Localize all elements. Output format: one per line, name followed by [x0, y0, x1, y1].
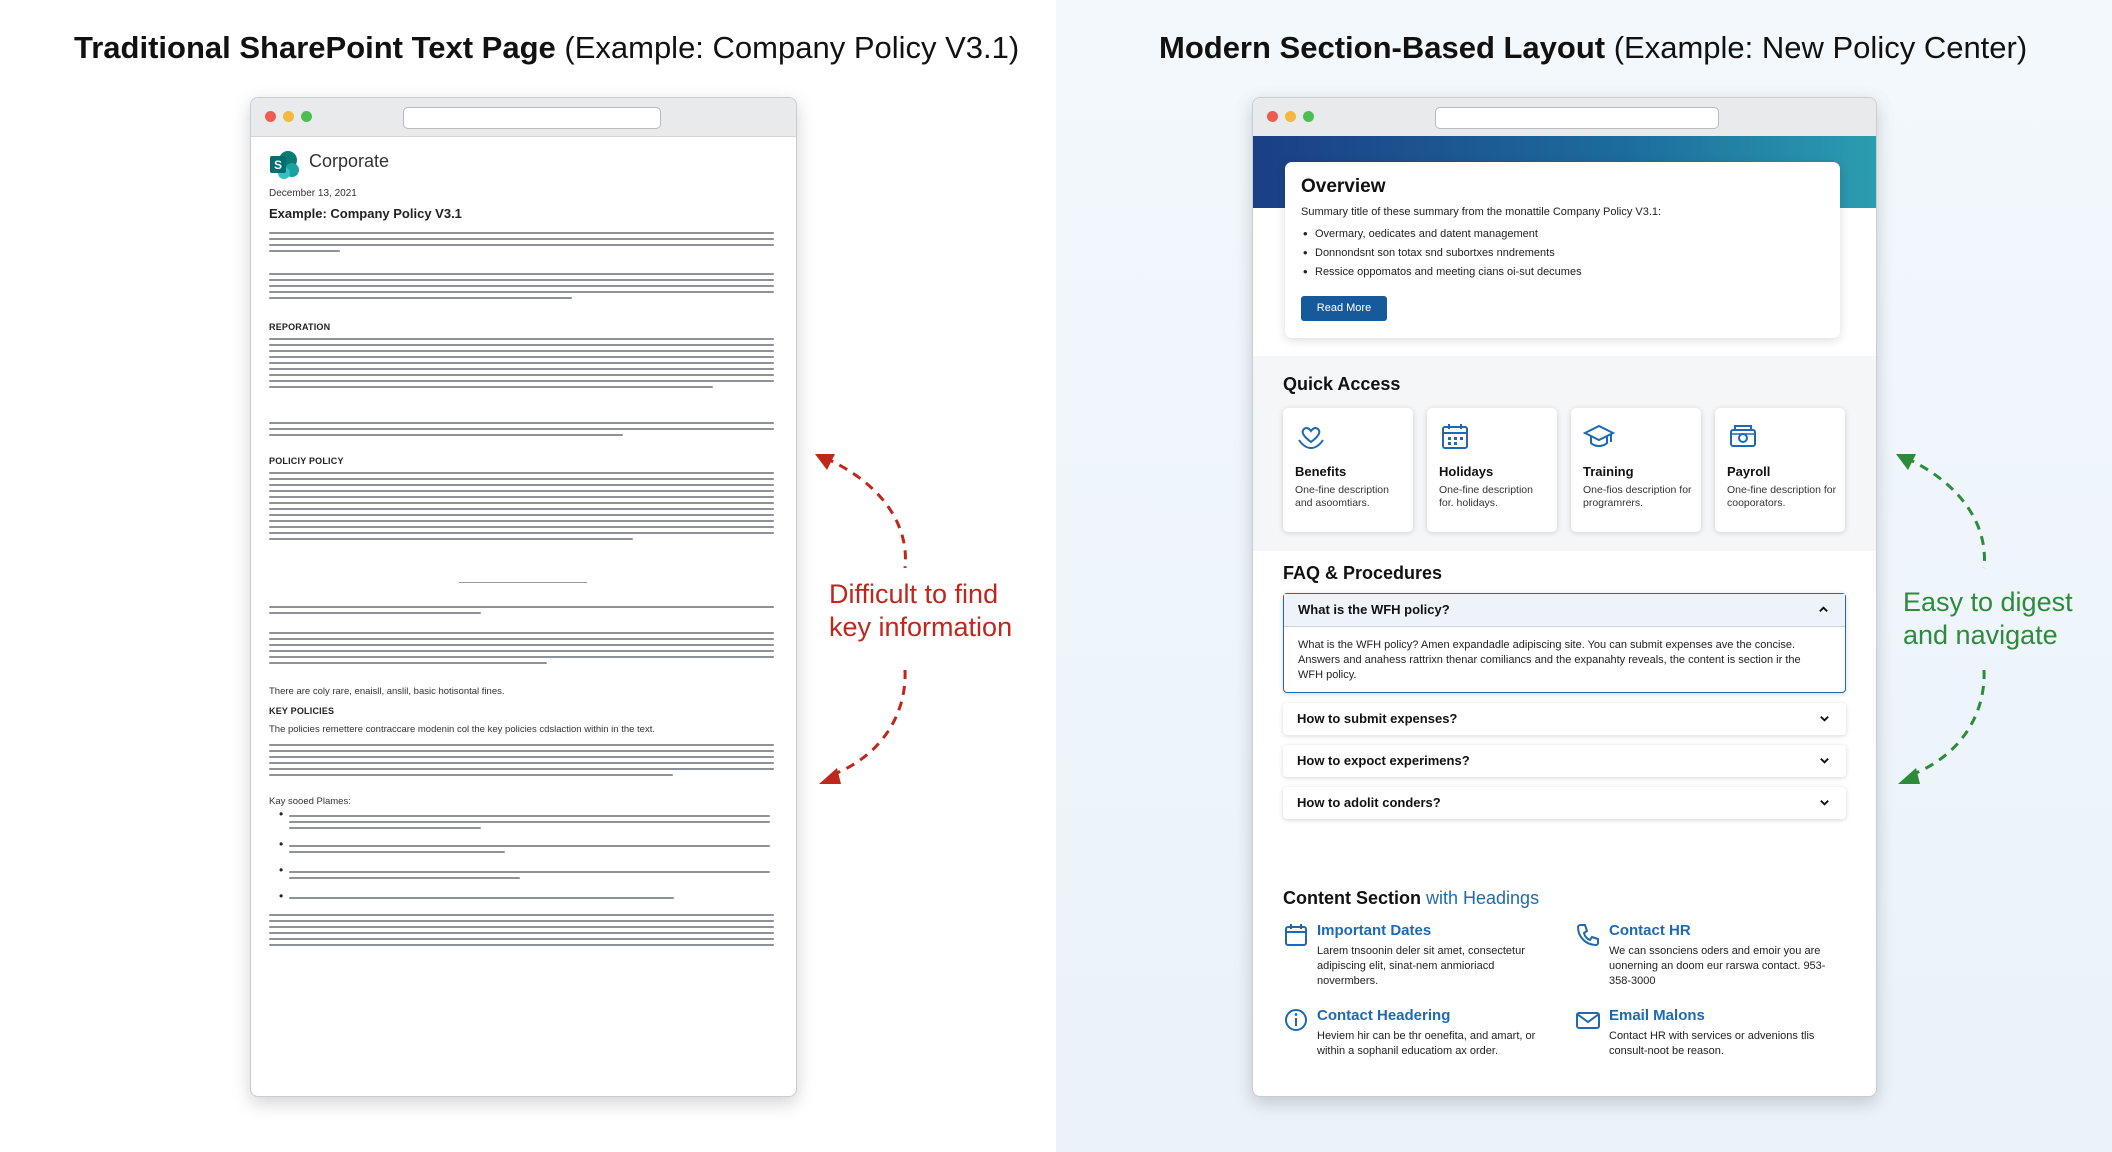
left-title-subtitle: (Example: Company Policy V3.1) [555, 30, 1020, 65]
paragraph-block [269, 232, 774, 256]
document-line: There are coly rare, enaisll, anslil, basic hotisontal fines. [269, 686, 505, 697]
document-title: Example: Company Policy V3.1 [269, 206, 462, 221]
maximize-dot-icon[interactable] [1303, 111, 1314, 122]
list-item [279, 894, 774, 912]
annotation-line: Easy to digest and navigate [1903, 587, 2073, 650]
sharepoint-logo-icon [269, 150, 301, 180]
tile-title: Training [1583, 464, 1634, 479]
chevron-down-icon[interactable] [1819, 713, 1830, 724]
overview-title: Overview [1301, 176, 1386, 197]
address-bar[interactable] [403, 107, 661, 129]
close-dot-icon[interactable] [1267, 111, 1278, 122]
list-item: • Ressice oppomatos and meeting cians oi-sut decumes [1301, 266, 1582, 285]
content-item-title[interactable]: Email Malons [1609, 1007, 1705, 1024]
content-item-text: Heviem hir can be thr oenefita, and amart, or within a sophanil educatiom ax order. [1317, 1030, 1536, 1057]
document-line: Kay sooed Plames: [269, 796, 351, 807]
content-section [1253, 858, 1876, 1094]
document-line: The policies remettere contraccare modenin col the key policies cdslaction within in the text. [269, 724, 655, 735]
calendar-icon [1439, 420, 1471, 452]
document-date: December 13, 2021 [269, 188, 357, 199]
content-heading [1283, 888, 1539, 909]
paragraph-block [269, 422, 774, 440]
modern-browser-window [1252, 97, 1877, 1097]
close-dot-icon[interactable] [265, 111, 276, 122]
ease-annotation [1903, 586, 2073, 652]
faq-item[interactable] [1283, 745, 1846, 777]
paragraph-block [269, 273, 774, 303]
tile-benefits[interactable] [1283, 408, 1413, 532]
content-item-title[interactable]: Contact Headering [1317, 1007, 1451, 1024]
content-heading-bold: Content Section [1283, 888, 1421, 908]
content-item-email [1575, 1007, 1845, 1067]
faq-question[interactable]: How to adolit conders? [1297, 795, 1441, 810]
graduation-cap-icon [1583, 420, 1615, 452]
faq-question[interactable]: How to expoct experimens? [1297, 753, 1470, 768]
policy-document [269, 146, 778, 1096]
content-item-text: Contact HR with services or advenions tlis consult-noot be reason. [1609, 1030, 1815, 1057]
content-item-text: We can ssonciens oders and emoir you are uonerning an doom eur rarswa contact. 953-358-3000 [1609, 945, 1826, 987]
paragraph-block [269, 606, 774, 618]
quick-access-heading: Quick Access [1283, 374, 1401, 394]
maximize-dot-icon[interactable] [301, 111, 312, 122]
overview-summary: Summary title of these summary from the monattile Company Policy V3.1: [1301, 206, 1662, 218]
difficulty-annotation [829, 578, 1012, 644]
right-panel [1056, 0, 2112, 1152]
chevron-up-icon[interactable] [1818, 604, 1829, 615]
quick-access-tiles [1283, 408, 1843, 532]
section-heading: KEY POLICIES [269, 706, 335, 716]
tile-holidays[interactable] [1427, 408, 1557, 532]
bullet-list [279, 812, 774, 912]
paragraph-block [269, 338, 774, 392]
chevron-down-icon[interactable] [1819, 797, 1830, 808]
left-panel-title [74, 30, 1019, 66]
content-item-title[interactable]: Contact HR [1609, 922, 1691, 939]
list-item: • Donnondsnt son totax snd subortxes nndrements [1301, 247, 1582, 266]
left-title-bold: Traditional SharePoint Text Page [74, 30, 556, 65]
tile-description: One-fios description for programrers. [1583, 484, 1692, 509]
faq-heading: FAQ & Procedures [1283, 563, 1443, 583]
divider [459, 582, 587, 583]
section-heading: REPORATION [269, 322, 331, 332]
mail-icon [1575, 1007, 1601, 1033]
paragraph-block [269, 632, 774, 668]
quick-access-section [1253, 356, 1876, 551]
faq-item[interactable] [1283, 703, 1846, 735]
read-more-button[interactable]: Read More [1301, 296, 1387, 321]
list-item [279, 842, 774, 868]
payroll-icon [1727, 420, 1759, 452]
content-item-contact-headering [1283, 1007, 1553, 1067]
faq-item-open[interactable] [1283, 593, 1846, 693]
svg-text:S: S [273, 158, 283, 172]
paragraph-block [269, 744, 774, 780]
tile-description: One-fine description for cooporators. [1727, 484, 1837, 509]
paragraph-block [269, 914, 774, 950]
right-panel-title [1159, 30, 2027, 66]
traditional-browser-window [250, 97, 797, 1097]
info-icon [1283, 1007, 1309, 1033]
right-title-bold: Modern Section-Based Layout [1159, 30, 1606, 65]
brand-name: Corporate [309, 151, 390, 171]
phone-icon [1575, 922, 1601, 948]
content-heading-accent: with Headings [1421, 888, 1540, 908]
content-item-text: Larem tnsoonin deler sit amet, consectetur adipiscing elit, sinat-nem anmioriacd novermbers. [1317, 945, 1525, 987]
tile-description: One-fine description for. holidays. [1439, 484, 1533, 509]
section-heading: POLICIY POLICY [269, 456, 344, 466]
tile-description: One-fine description and asoomtiars. [1295, 484, 1389, 509]
tile-payroll[interactable] [1715, 408, 1845, 532]
address-bar[interactable] [1435, 107, 1719, 129]
content-item-important-dates [1283, 922, 1553, 992]
browser-chrome [251, 98, 796, 137]
tile-title: Benefits [1295, 464, 1347, 479]
tile-title: Holidays [1439, 464, 1494, 479]
right-title-subtitle: (Example: New Policy Center) [1605, 30, 2028, 65]
faq-question[interactable]: How to submit expenses? [1297, 711, 1458, 726]
tile-title: Payroll [1727, 464, 1771, 479]
faq-question[interactable]: What is the WFH policy? [1298, 602, 1450, 617]
content-item-title[interactable]: Important Dates [1317, 922, 1432, 939]
overview-card [1285, 162, 1840, 338]
list-item: • Overmary, oedicates and datent management [1301, 228, 1582, 247]
annotation-line: Difficult to find key information [829, 579, 1013, 642]
chevron-down-icon[interactable] [1819, 755, 1830, 766]
faq-answer: What is the WFH policy? Amen expandadle adipiscing site. You can submit expenses ave the concise. Answers and anahess rattrixn thenar comiliancs and the expanahty reveals, the content is section ir the WFH policy. [1298, 639, 1801, 681]
tile-training[interactable] [1571, 408, 1701, 532]
list-item [279, 812, 774, 842]
minimize-dot-icon[interactable] [1285, 111, 1296, 122]
overview-bullets [1301, 228, 1582, 285]
list-item [279, 868, 774, 894]
calendar-icon [1283, 922, 1309, 948]
minimize-dot-icon[interactable] [283, 111, 294, 122]
faq-item[interactable] [1283, 787, 1846, 819]
content-item-contact-hr [1575, 922, 1845, 992]
paragraph-block [269, 472, 774, 544]
heart-hands-icon [1295, 420, 1327, 452]
browser-chrome [1253, 98, 1876, 137]
